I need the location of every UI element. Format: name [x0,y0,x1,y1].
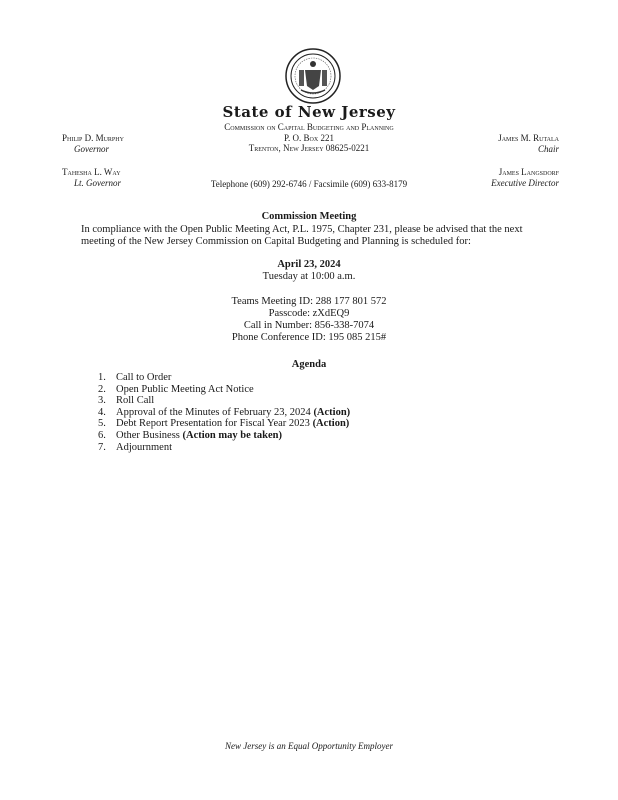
meeting-notice: In compliance with the Open Public Meeting Act, P.L. 1975, Chapter 231, please be advised that the next meeting of the New Jersey Commission on Capital Budgeting and Planning is scheduled for: [81,224,523,247]
item-action: (Action) [313,406,351,418]
item-number: 2. [98,383,106,395]
item-text: Approval of the Minutes of February 23, 2024 [116,406,314,418]
phone-conference-id: Phone Conference ID: 195 085 215# [231,332,387,343]
agenda-heading: Agenda [291,359,327,370]
item-text: Call to Order [116,372,172,383]
item-text: Other Business [116,429,183,441]
item-number: 7. [98,441,106,453]
governor-name: Philip D. Murphy [62,133,124,143]
list-item [98,407,350,419]
item-text: Adjournment [116,441,172,453]
item-text: Open Public Meeting Act Notice [116,383,254,395]
list-item [98,384,350,396]
item-number: 6. [98,429,106,441]
state-seal-logo [285,48,341,104]
lt-governor-title: Lt. Governor [74,178,121,188]
item-text: Debt Report Presentation for Fiscal Year 2023 [116,418,313,430]
list-item [98,395,350,407]
item-text: Roll Call [116,395,155,407]
item-number: 5. [98,418,106,430]
item-action: (Action may be taken) [182,429,282,441]
passcode: Passcode: zXdEQ9 [268,308,350,319]
item-number: 3. [98,395,106,407]
executive-director-name: James Langsdorf [498,167,559,177]
agenda-list [98,372,350,453]
list-item [98,430,350,442]
list-item [98,442,350,454]
meeting-day-time: Tuesday at 10:00 a.m. [262,271,356,282]
lt-governor-name: Tahesha L. Way [62,167,121,177]
chair-name: James M. Rutala [498,133,559,143]
item-number: 1. [98,372,106,383]
footer-equal-opportunity: New Jersey is an Equal Opportunity Employer [225,741,393,751]
city-address: Trenton, New Jersey 08625-0221 [248,143,370,153]
list-item [98,418,350,430]
contact-numbers: Telephone (609) 292-6746 / Facsimile (609) 633-8179 [210,179,408,189]
state-title: State of New Jersey [222,103,396,121]
item-number: 4. [98,406,106,418]
po-box: P. O. Box 221 [284,133,334,143]
list-item [98,372,350,384]
agency-name: Commission on Capital Budgeting and Planning [224,122,394,132]
teams-meeting-id: Teams Meeting ID: 288 177 801 572 [231,296,387,307]
chair-title: Chair [537,144,559,154]
executive-director-title: Executive Director [491,178,559,188]
governor-title: Governor [74,144,109,154]
call-in-number: Call in Number: 856-338-7074 [243,320,375,331]
item-action: (Action) [312,418,350,430]
meeting-date: April 23, 2024 [277,259,341,270]
meeting-heading: Commission Meeting [261,211,357,222]
